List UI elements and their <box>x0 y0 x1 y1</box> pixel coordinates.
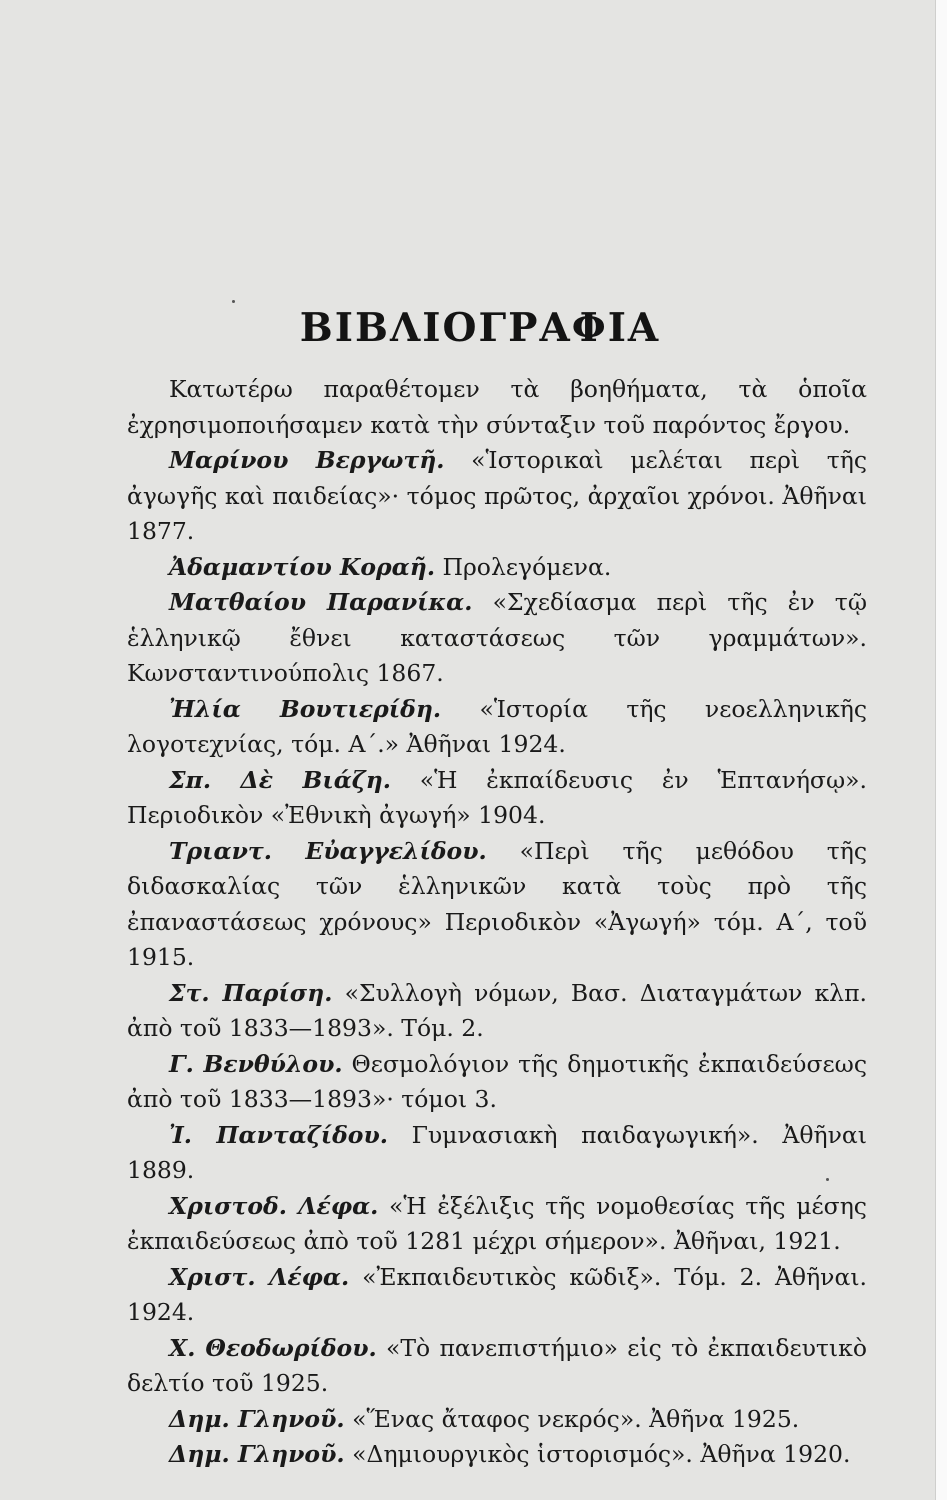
bibliography-entry <box>127 1331 867 1402</box>
bibliography-entry <box>127 550 867 586</box>
page-title: ΒΙΒΛΙΟΓΡΑΦΙΑ <box>299 305 661 351</box>
bibliography-entry <box>127 692 867 763</box>
bibliography-entry <box>127 443 867 550</box>
entry-author: Δημ. Γληνοῦ. <box>169 1404 345 1433</box>
bibliography-entry <box>127 1047 867 1118</box>
entry-author: Στ. Παρίση. <box>169 978 333 1007</box>
entry-text: «Ἱστορικαὶ μελέται περὶ τῆς ἀγωγῆς καὶ παιδείας»· τόμος πρῶτος, ἀρχαῖοι χρόνοι. Ἀθῆναι 1877. <box>127 446 867 545</box>
entry-text: «Ἕνας ἄταφος νεκρός». Ἀθῆνα 1925. <box>352 1404 800 1433</box>
bibliography-entry <box>127 976 867 1047</box>
entry-author: Μαρίνου Βεργωτῆ. <box>169 446 445 474</box>
entry-text: «Περὶ τῆς μεθόδου τῆς διδασκαλίας τῶν ἑλληνικῶν κατὰ τοὺς πρὸ τῆς ἐπαναστάσεως χρόνους» Περιοδικὸν «Ἀγωγή» τόμ. Α΄, τοῦ 1915. <box>127 836 867 971</box>
paper-speck <box>826 1178 829 1181</box>
entry-author: Ἰ. Πανταζίδου. <box>169 1120 388 1149</box>
entry-author: Σπ. Δὲ Βιάζη. <box>169 765 391 794</box>
entry-text: «Ἡ ἐκπαίδευσις ἐν Ἑπτανήσῳ». Περιοδικὸν «Ἐθνικὴ ἀγωγή» 1904. <box>127 765 867 829</box>
paper-speck <box>232 300 235 303</box>
entry-author: Χριστ. Λέφα. <box>169 1262 350 1291</box>
bibliography-entry <box>127 1189 867 1260</box>
entry-text: Γυμνασιακὴ παιδαγωγική». Ἀθῆναι 1889. <box>127 1120 867 1184</box>
entry-text: «Τὸ πανεπιστήμιο» εἰς τὸ ἐκπαιδευτικὸ δελτίο τοῦ 1925. <box>127 1333 867 1397</box>
entry-text: «Ἐκπαιδευτικὸς κῶδιξ». Τόμ. 2. Ἀθῆναι. 1924. <box>127 1262 868 1326</box>
bibliography-entry <box>127 1260 867 1331</box>
bibliography-entry <box>127 763 867 834</box>
entry-author: Χ. Θεοδωρίδου. <box>169 1333 377 1362</box>
entry-author: Ματθαίου Παρανίκα. <box>169 588 473 616</box>
entry-text: Θεσμολόγιον τῆς δημοτικῆς ἐκπαιδεύσεως ἀπὸ τοῦ 1833—1893»· τόμοι 3. <box>127 1049 867 1113</box>
entry-text: Προλεγόμενα. <box>442 552 612 581</box>
entry-text: «Δημιουργικὸς ἱστορισμός». Ἀθῆνα 1920. <box>352 1440 851 1468</box>
bibliography-body <box>127 372 867 1473</box>
entry-text: «Ἡ ἐξέλιξις τῆς νομοθεσίας τῆς μέσης ἐκπαιδεύσεως ἀπὸ τοῦ 1281 μέχρι σήμερον». Ἀθῆναι, 1921. <box>127 1191 867 1255</box>
entry-text: «Σχεδίασμα περὶ τῆς ἐν τῷ ἑλληνικῷ ἔθνει καταστάσεως τῶν γραμμάτων». Κωνσταντινούπολις 1867. <box>127 588 867 687</box>
entry-author: Χριστοδ. Λέφα. <box>169 1191 379 1220</box>
entry-author: Δημ. Γληνοῦ. <box>169 1440 345 1468</box>
bibliography-entry <box>127 1118 867 1189</box>
entry-author: Ἀδαμαντίου Κοραῆ. <box>169 552 436 581</box>
entry-author: Ἠλία Βουτιερίδη. <box>169 694 442 723</box>
entry-text: «Ἱστορία τῆς νεοελληνικῆς λογοτεχνίας, τόμ. Α΄.» Ἀθῆναι 1924. <box>127 694 867 758</box>
entry-text: «Συλλογὴ νόμων, Βασ. Διαταγμάτων κλπ. ἀπὸ τοῦ 1833—1893». Τόμ. 2. <box>127 978 867 1042</box>
intro-paragraph: Κατωτέρω παραθέτομεν τὰ βοηθήματα, τὰ ὁποῖα ἐχρησιμοποιήσαμεν κατὰ τὴν σύνταξιν τοῦ παρόντος ἔργου. <box>127 375 867 439</box>
entry-author: Γ. Βενθύλου. <box>169 1049 343 1078</box>
bibliography-entry <box>127 834 867 976</box>
entry-author: Τριαντ. Εὐαγγελίδου. <box>169 836 487 865</box>
bibliography-entry <box>127 585 867 692</box>
bibliography-entry <box>127 1402 867 1438</box>
bibliography-entry <box>127 1437 867 1473</box>
page-edge <box>935 0 947 1500</box>
